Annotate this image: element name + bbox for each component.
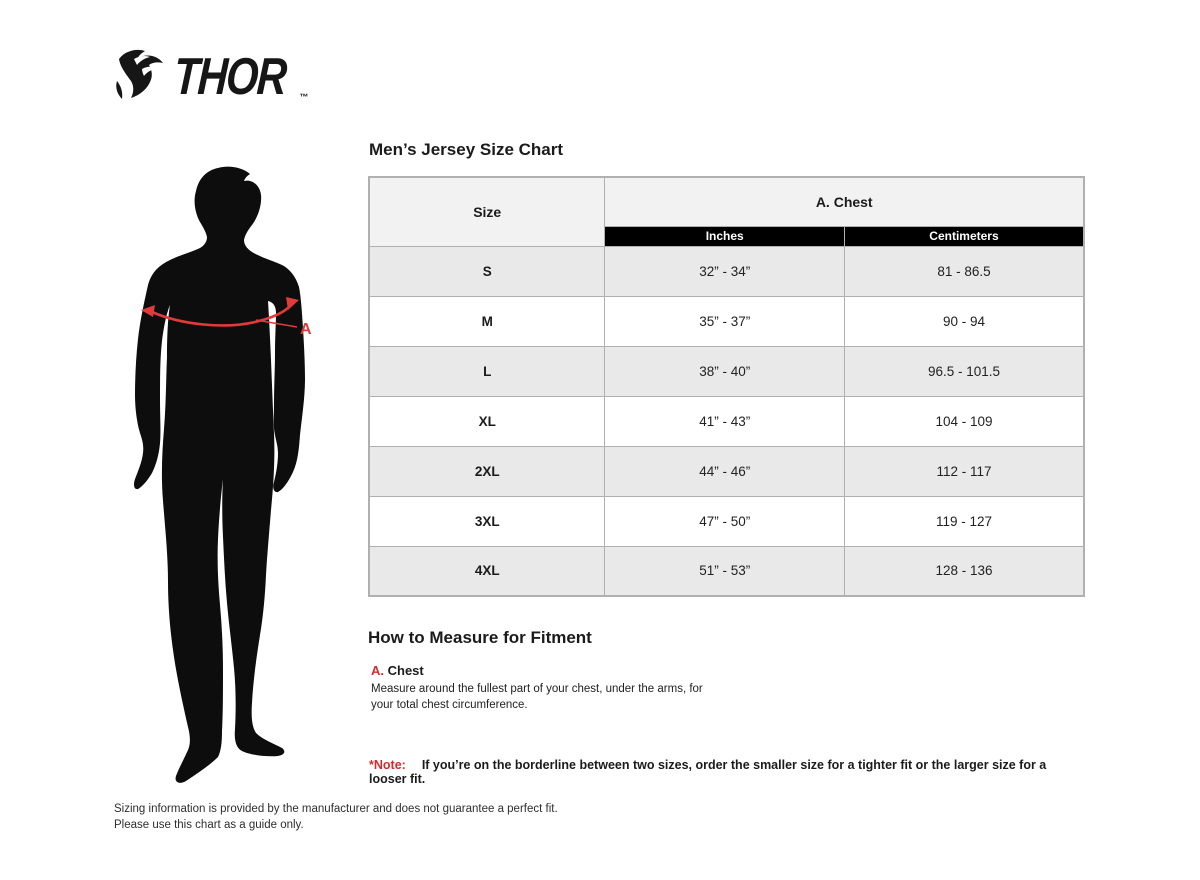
inches-header: Inches: [605, 226, 845, 246]
table-row: [369, 346, 1084, 396]
male-silhouette-illustration: [130, 165, 330, 790]
measure-item-title: [371, 663, 1085, 678]
table-row: [369, 296, 1084, 346]
size-cell: XL: [369, 396, 605, 446]
note-text: If you’re on the borderline between two sizes, order the smaller size for a tighter fit or the larger size for a looser fit.: [369, 757, 1047, 786]
body-measurement-figure: [130, 165, 330, 790]
size-cell: 4XL: [369, 546, 605, 596]
centimeters-cell: 96.5 - 101.5: [844, 346, 1084, 396]
measure-description: Measure around the fullest part of your chest, under the arms, for your total chest circumference.: [371, 683, 703, 711]
inches-cell: 38” - 40”: [605, 346, 845, 396]
inches-cell: 41” - 43”: [605, 396, 845, 446]
size-column-header: Size: [369, 177, 605, 246]
size-cell: S: [369, 246, 605, 296]
thor-logo-text: THOR: [172, 48, 288, 106]
measure-label-a: A: [300, 321, 312, 338]
table-row: [369, 396, 1084, 446]
disclaimer-line-1: Sizing information is provided by the manufacturer and does not guarantee a perfect fit.: [114, 803, 558, 815]
size-table: [368, 176, 1085, 597]
table-header-row: [369, 177, 1084, 226]
size-cell: 3XL: [369, 496, 605, 546]
page-title: Men’s Jersey Size Chart: [369, 140, 564, 159]
measure-item-chest: [371, 663, 1085, 714]
inches-cell: 51” - 53”: [605, 546, 845, 596]
disclaimer: [114, 801, 558, 834]
inches-cell: 32” - 34”: [605, 246, 845, 296]
male-silhouette: [134, 167, 305, 783]
centimeters-cell: 128 - 136: [844, 546, 1084, 596]
disclaimer-line-2: Please use this chart as a guide only.: [114, 819, 304, 832]
centimeters-cell: 104 - 109: [844, 396, 1084, 446]
centimeters-cell: 90 - 94: [844, 296, 1084, 346]
thor-logo: [112, 46, 308, 108]
inches-cell: 35” - 37”: [605, 296, 845, 346]
table-row: [369, 246, 1084, 296]
chest-group-header: A. Chest: [605, 177, 1084, 226]
centimeters-cell: 81 - 86.5: [844, 246, 1084, 296]
table-row: [369, 496, 1084, 546]
measure-name: Chest: [387, 663, 424, 678]
note-label: *Note:: [369, 757, 406, 772]
table-row: [369, 546, 1084, 596]
centimeters-cell: 112 - 117: [844, 446, 1084, 496]
thor-ram-icon: [112, 47, 172, 107]
centimeters-header: Centimeters: [844, 226, 1084, 246]
sizing-note: [369, 758, 1085, 786]
inches-cell: 44” - 46”: [605, 446, 845, 496]
measure-section-heading: How to Measure for Fitment: [368, 628, 592, 647]
trademark-symbol: ™: [299, 92, 309, 102]
size-cell: 2XL: [369, 446, 605, 496]
measure-key: A.: [371, 663, 384, 678]
centimeters-cell: 119 - 127: [844, 496, 1084, 546]
size-cell: L: [369, 346, 605, 396]
main-content: [368, 130, 1085, 786]
size-cell: M: [369, 296, 605, 346]
inches-cell: 47” - 50”: [605, 496, 845, 546]
table-row: [369, 446, 1084, 496]
